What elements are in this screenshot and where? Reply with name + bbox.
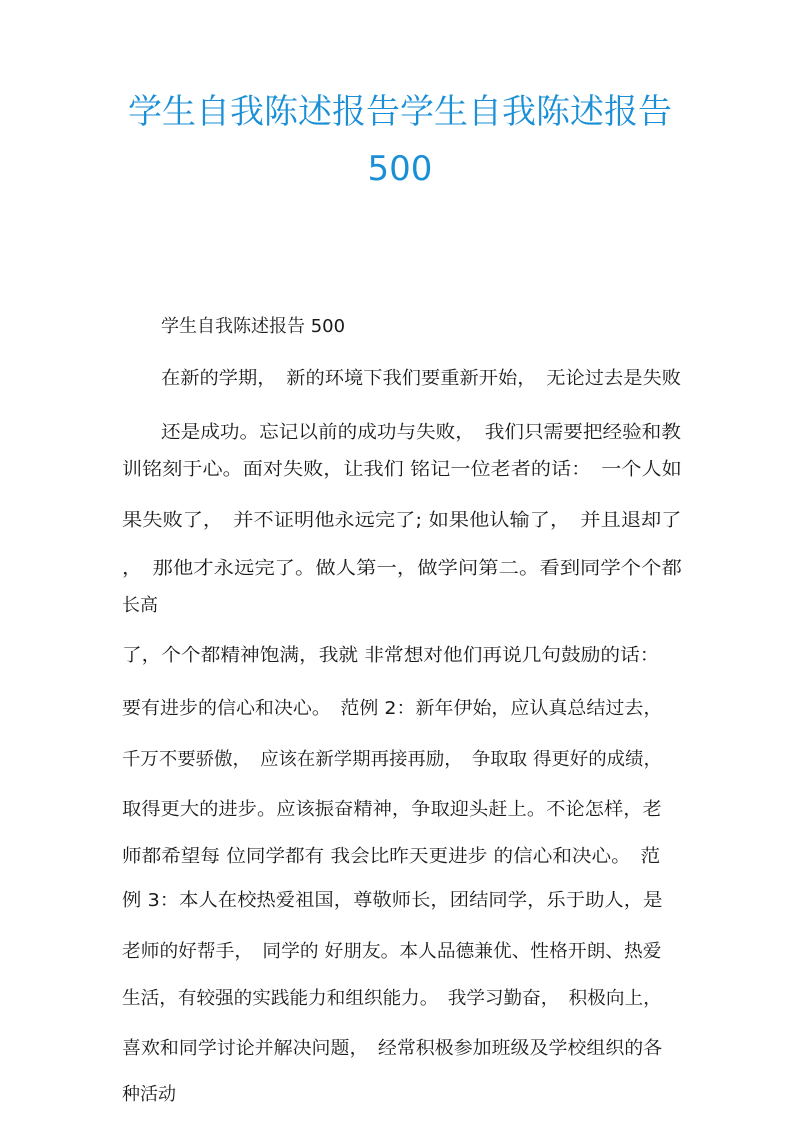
- paragraph-line: 千万不要骄傲， 应该在新学期再接再励， 争取取 得更好的成绩，: [122, 749, 662, 770]
- paragraph-line: ， 那他才永远完了。做人第一，做学问第二。看到同学个个都: [122, 558, 682, 579]
- paragraph-line: 取得更大的进步。应该振奋精神，争取迎头赶上。不论怎样，老: [122, 799, 662, 820]
- paragraph-line: 喜欢和同学讨论并解决问题， 经常积极参加班级及学校组织的各: [122, 1038, 663, 1059]
- paragraph-line: 在新的学期， 新的环境下我们要重新开始， 无论过去是失败: [161, 368, 682, 389]
- document-title: 学生自我陈述报告学生自我陈述报告: [128, 92, 672, 132]
- paragraph-line: 师都希望每 位同学都有 我会比昨天更进步 的信心和决心。 范: [122, 846, 661, 867]
- document-title-continued: 500: [367, 149, 433, 189]
- paragraph-line: 果失败了， 并不证明他永远完了; 如果他认输了， 并且退却了: [122, 510, 682, 531]
- paragraph-line: 生活，有较强的实践能力和组织能力。 我学习勤奋， 积极向上，: [122, 988, 662, 1009]
- paragraph-line: 老师的好帮手， 同学的 好朋友。本人品德兼优、性格开朗、热爱: [122, 941, 662, 962]
- paragraph-line: 例 3：本人在校热爱祖国，尊敬师长，团结同学，乐于助人，是: [122, 890, 663, 911]
- paragraph-line: 了，个个都精神饱满，我就 非常想对他们再说几句鼓励的话：: [122, 645, 660, 666]
- paragraph-line: 要有进步的信心和决心。 范例 2：新年伊始，应认真总结过去，: [122, 698, 663, 719]
- section-heading: 学生自我陈述报告 500: [161, 316, 346, 337]
- paragraph-line: 还是成功。忘记以前的成功与失败， 我们只需要把经验和教: [161, 422, 681, 443]
- paragraph-line: 长高: [122, 595, 158, 616]
- paragraph-line: 种活动: [122, 1084, 176, 1105]
- paragraph-line: 训铭刻于心。面对失败，让我们 铭记一位老者的话： 一个人如: [122, 459, 682, 480]
